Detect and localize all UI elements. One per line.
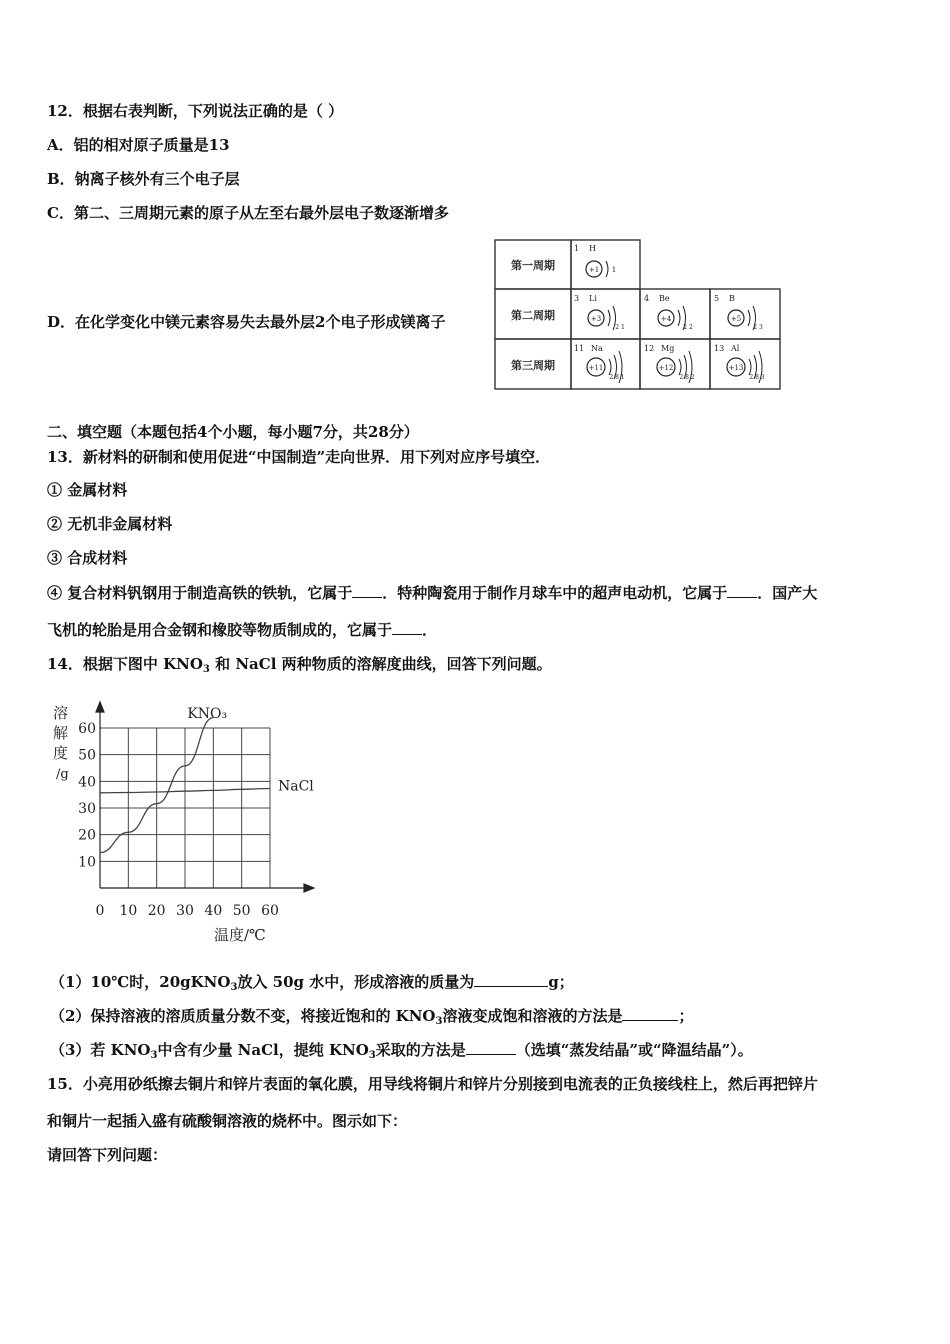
q14-sub3-d: （选填“蒸发结晶”或“降温结晶”）。	[515, 1041, 753, 1059]
svg-text:2 8 1: 2 8 1	[609, 374, 625, 381]
x-axis-label: 温度/℃	[214, 926, 266, 944]
svg-text:1: 1	[574, 244, 580, 253]
x-tick-label: 10	[119, 903, 138, 919]
answer-blank-4[interactable]	[474, 972, 548, 987]
q14-sub3-b: 中含有少量 NaCl，提纯 KNO	[157, 1041, 369, 1059]
y-tick-label: 10	[78, 854, 96, 871]
y-tick-label: 40	[78, 774, 96, 791]
q13-stem: 13．新材料的研制和使用促进“中国制造”走向世界．用下列对应序号填空．	[47, 448, 551, 466]
y-axis-label-3: 度	[53, 744, 69, 762]
q14-sub3	[50, 1040, 753, 1066]
q14-sub3-c: 采取的方法是	[375, 1041, 466, 1059]
q14-sub1-a: （1）10℃时，20gKNO	[50, 973, 231, 991]
svg-text:4: 4	[644, 294, 650, 303]
svg-text:B: B	[729, 294, 735, 303]
q12-option-b: B．钠离子核外有三个电子层	[47, 170, 240, 188]
svg-text:2 8 3: 2 8 3	[749, 374, 765, 381]
q12-option-d: D．在化学变化中镁元素容易失去最外层2个电子形成镁离子	[47, 313, 446, 331]
q14-sub1	[50, 972, 574, 998]
q13-item-4-cont	[47, 620, 437, 640]
svg-text:1: 1	[611, 266, 617, 274]
svg-text:Be: Be	[659, 294, 670, 303]
q14-sub3-sub: 3	[150, 1050, 158, 1061]
x-tick-label: 30	[176, 903, 194, 919]
q13-line4-b: ．特种陶瓷用于制作月球车中的超声电动机，它属于	[382, 584, 728, 602]
element-b	[714, 294, 763, 331]
x-axis-arrow	[304, 884, 314, 892]
q14-sub2-sub: 3	[435, 1016, 443, 1027]
svg-text:+11: +11	[588, 364, 604, 372]
svg-text:2 2: 2 2	[683, 324, 693, 331]
answer-blank-2[interactable]	[727, 583, 757, 598]
y-tick-label: 20	[78, 827, 96, 844]
svg-text:+3: +3	[590, 315, 602, 323]
svg-text:+4: +4	[660, 315, 672, 323]
answer-blank-3[interactable]	[392, 620, 422, 635]
y-axis-label-1: 溶	[53, 704, 69, 722]
element-be	[644, 294, 693, 331]
q13-item-3: ③ 合成材料	[47, 549, 128, 567]
legend-label-nacl: NaCl	[278, 778, 314, 795]
y-axis-label-2: 解	[53, 724, 69, 742]
answer-blank-5[interactable]	[622, 1006, 678, 1021]
x-tick-label: 0	[95, 903, 105, 919]
element-al	[714, 344, 765, 383]
x-tick-label: 60	[261, 903, 279, 919]
q13-item-2: ② 无机非金属材料	[47, 515, 173, 533]
svg-text:Na: Na	[591, 344, 603, 353]
svg-text:5: 5	[714, 294, 720, 303]
element-li	[574, 294, 625, 331]
q14-stem-sub: 3	[202, 664, 210, 675]
q13-item-1: ① 金属材料	[47, 481, 128, 499]
q14-sub1-sub: 3	[230, 982, 238, 993]
q12-option-a: A．铝的相对原子质量是13	[47, 136, 230, 154]
svg-text:3: 3	[574, 294, 580, 303]
q14-stem-b: 和 NaCl 两种物质的溶解度曲线，回答下列问题。	[209, 655, 552, 673]
q12-stem: 12．根据右表判断，下列说法正确的是（ ）	[47, 102, 344, 120]
q14-stem-a: 14．根据下图中 KNO	[47, 655, 203, 673]
x-tick-label: 50	[232, 903, 251, 919]
period-1-label: 第一周期	[511, 259, 555, 272]
svg-text:Li: Li	[589, 294, 597, 303]
section-heading: 二、填空题（本题包括4个小题，每小题7分，共28分）	[47, 423, 419, 441]
svg-text:+5: +5	[730, 315, 742, 323]
svg-text:+1: +1	[588, 266, 600, 274]
y-axis-label-4: /g	[56, 767, 69, 782]
q14-sub2-c: ；	[678, 1007, 694, 1025]
q13-line4-a: ④ 复合材料钒钢用于制造高铁的铁轨，它属于	[47, 584, 353, 602]
x-tick-label: 40	[204, 903, 223, 919]
svg-text:11: 11	[574, 344, 585, 353]
y-tick-label: 60	[78, 721, 96, 737]
svg-text:12: 12	[644, 344, 655, 353]
svg-text:+13: +13	[728, 364, 744, 372]
q13-line4-c: ．国产大	[757, 584, 818, 602]
svg-text:+12: +12	[658, 364, 674, 372]
q15-line-3: 请回答下列问题：	[47, 1146, 168, 1164]
q14-sub2-b: 溶液变成饱和溶液的方法是	[442, 1007, 623, 1025]
q13-line5-b: ．	[422, 621, 438, 639]
element-na	[574, 344, 625, 383]
svg-text:2 1: 2 1	[615, 324, 625, 331]
x-tick-label: 20	[147, 903, 166, 919]
svg-text:13: 13	[714, 344, 725, 353]
q14-sub3-a: （3）若 KNO	[50, 1041, 151, 1059]
q13-item-4	[47, 583, 817, 603]
q12-option-c: C．第二、三周期元素的原子从左至右最外层电子数逐渐增多	[47, 204, 449, 222]
svg-text:2 8 2: 2 8 2	[679, 374, 695, 381]
answer-blank-1[interactable]	[352, 583, 382, 598]
q13-line5-a: 飞机的轮胎是用合金钢和橡胶等物质制成的，它属于	[47, 621, 393, 639]
element-h	[574, 244, 616, 277]
svg-text:2 3: 2 3	[753, 324, 763, 331]
q14-sub1-c: g；	[548, 973, 574, 991]
period-3-label: 第三周期	[511, 359, 555, 372]
y-axis-arrow	[96, 702, 104, 712]
y-tick-label: 50	[78, 747, 96, 764]
answer-blank-6[interactable]	[466, 1040, 516, 1055]
legend-label-kno3: KNO₃	[187, 706, 228, 722]
q14-sub1-b: 放入 50g 水中，形成溶液的质量为	[237, 973, 475, 991]
element-mg	[644, 344, 695, 383]
q14-sub2	[50, 1006, 693, 1032]
q15-line-2: 和铜片一起插入盛有硫酸铜溶液的烧杯中。图示如下：	[47, 1112, 408, 1130]
q15-line-1: 15．小亮用砂纸擦去铜片和锌片表面的氧化膜，用导线将铜片和锌片分别接到电流表的正负接线柱上，然后再把锌片	[47, 1075, 818, 1093]
solubility-chart	[50, 700, 330, 950]
svg-text:Mg: Mg	[661, 344, 675, 353]
q14-sub2-a: （2）保持溶液的溶质质量分数不变，将接近饱和的 KNO	[50, 1007, 436, 1025]
periodic-table-figure	[494, 239, 784, 391]
svg-text:Al: Al	[731, 344, 740, 353]
svg-text:H: H	[589, 244, 596, 253]
q14-stem	[47, 654, 552, 680]
q14-sub3-sub2: 3	[368, 1050, 376, 1061]
period-2-label: 第二周期	[511, 309, 555, 322]
y-tick-label: 30	[78, 801, 96, 817]
